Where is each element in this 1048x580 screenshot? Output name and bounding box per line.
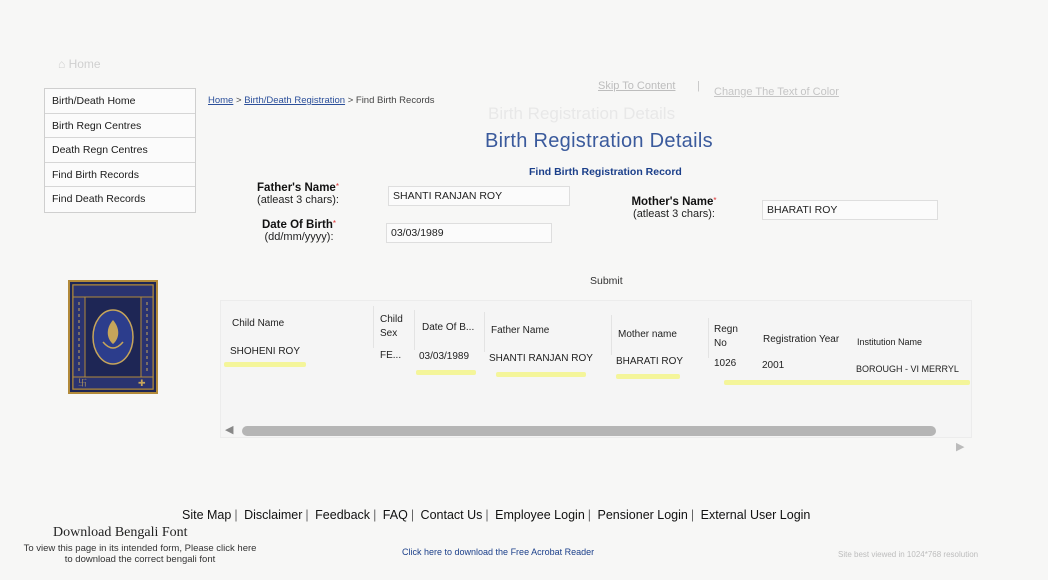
breadcrumb-home[interactable]: Home — [208, 95, 234, 106]
left-nav-menu — [44, 88, 196, 213]
marker-highlight — [416, 370, 476, 375]
mother-name-label: Mother's Name* (atleast 3 chars): — [631, 196, 717, 220]
nav-item-birth-death-home[interactable]: Birth/Death Home — [45, 89, 195, 114]
cell-father-name: SHANTI RANJAN ROY — [489, 353, 593, 364]
cell-child-sex: FE... — [380, 350, 402, 361]
separator: | — [697, 80, 700, 92]
ghost-title-shadow: Birth Registration Details — [488, 104, 676, 123]
emblem-icon — [70, 282, 156, 392]
footer-link-pensioner-login[interactable]: Pensioner Login — [597, 508, 688, 522]
home-icon: ⌂ — [58, 57, 69, 71]
cell-mother-name: BHARATI ROY — [616, 356, 684, 367]
column-header-child-sex[interactable]: Child Sex — [380, 314, 403, 339]
footer-link-external-user-login[interactable]: External User Login — [700, 508, 811, 522]
download-bengali-font-note[interactable]: To view this page in its intended form, Please click here to download the correct bengali font — [23, 543, 257, 565]
submit-button[interactable]: Submit — [590, 275, 623, 287]
column-divider — [708, 318, 709, 358]
breadcrumb-birth-death-registration[interactable]: Birth/Death Registration — [244, 95, 346, 106]
breadcrumb — [208, 95, 435, 106]
column-divider — [484, 312, 485, 352]
nav-item-find-birth-records[interactable]: Find Birth Records — [45, 163, 195, 188]
column-header-regn-no[interactable]: Regn No — [714, 324, 738, 349]
breadcrumb-separator: > — [347, 95, 354, 106]
skip-to-content-link[interactable]: Skip To Content — [598, 80, 676, 92]
marker-highlight — [616, 374, 680, 379]
best-view-note: Site best viewed in 1024*768 resolution — [838, 550, 979, 559]
column-header-mother-name[interactable]: Mother name — [618, 329, 677, 340]
breadcrumb-separator: > — [235, 95, 242, 106]
cell-registration-year: 2001 — [762, 360, 785, 371]
column-header-registration-year[interactable]: Registration Year — [763, 334, 840, 345]
marker-highlight — [496, 372, 586, 377]
column-header-date-of-birth[interactable]: Date Of B... — [422, 322, 475, 333]
column-header-father-name[interactable]: Father Name — [491, 325, 550, 336]
section-title: Find Birth Registration Record — [529, 166, 682, 178]
father-name-input[interactable] — [388, 186, 570, 206]
nav-item-death-regn-centres[interactable]: Death Regn Centres — [45, 138, 195, 163]
column-divider — [373, 306, 374, 348]
footer-link-faq[interactable]: FAQ — [382, 508, 408, 522]
footer-link-site-map[interactable]: Site Map — [182, 508, 232, 522]
father-name-label: Father's Name* (atleast 3 chars): — [257, 182, 339, 206]
column-header-institution-name[interactable]: Institution Name — [857, 337, 923, 347]
footer-link-contact-us[interactable]: Contact Us — [420, 508, 483, 522]
footer-link-feedback[interactable]: Feedback — [315, 508, 371, 522]
marker-highlight — [224, 362, 306, 367]
nav-item-find-death-records[interactable]: Find Death Records — [52, 193, 146, 205]
footer-link-disclaimer[interactable]: Disclaimer — [244, 508, 303, 522]
column-divider — [611, 315, 612, 355]
dob-input[interactable] — [386, 223, 552, 243]
column-divider — [414, 310, 415, 350]
nav-item-birth-regn-centres[interactable]: Birth Regn Centres — [45, 114, 195, 139]
page-title: Birth Registration Details — [485, 130, 713, 152]
cell-date-of-birth: 03/03/1989 — [419, 351, 470, 362]
download-acrobat-link[interactable]: Click here to download the Free Acrobat Reader — [402, 547, 595, 557]
marker-highlight — [724, 380, 970, 385]
svg-text:✚: ✚ — [138, 379, 146, 389]
svg-text:卐: 卐 — [78, 379, 88, 389]
footer-link-employee-login[interactable]: Employee Login — [495, 508, 585, 522]
home-link[interactable]: ⌂ Home — [58, 57, 101, 71]
footer-links: Site Map | Disclaimer | Feedback | FAQ | Contact Us | Employee Login | Pensioner Login | External User Login — [182, 508, 811, 522]
column-header-child-name[interactable]: Child Name — [232, 318, 285, 329]
scroll-left-arrow-icon[interactable]: ◀ — [225, 424, 234, 436]
cell-institution-name: BOROUGH - VI MERRYL — [856, 364, 959, 374]
horizontal-scrollbar-thumb[interactable] — [242, 426, 936, 436]
download-bengali-font-title[interactable]: Download Bengali Font — [53, 525, 188, 540]
government-emblem-logo — [68, 280, 158, 394]
mother-name-input[interactable] — [762, 200, 938, 220]
dob-label: Date Of Birth* (dd/mm/yyyy): — [261, 219, 337, 243]
cell-child-name: SHOHENI ROY — [230, 346, 301, 357]
change-text-color-link[interactable]: Change The Text of Color — [714, 86, 839, 98]
cell-regn-no: 1026 — [714, 358, 737, 369]
breadcrumb-current: Find Birth Records — [355, 95, 435, 106]
scroll-right-arrow-icon[interactable]: ▶ — [956, 441, 965, 453]
